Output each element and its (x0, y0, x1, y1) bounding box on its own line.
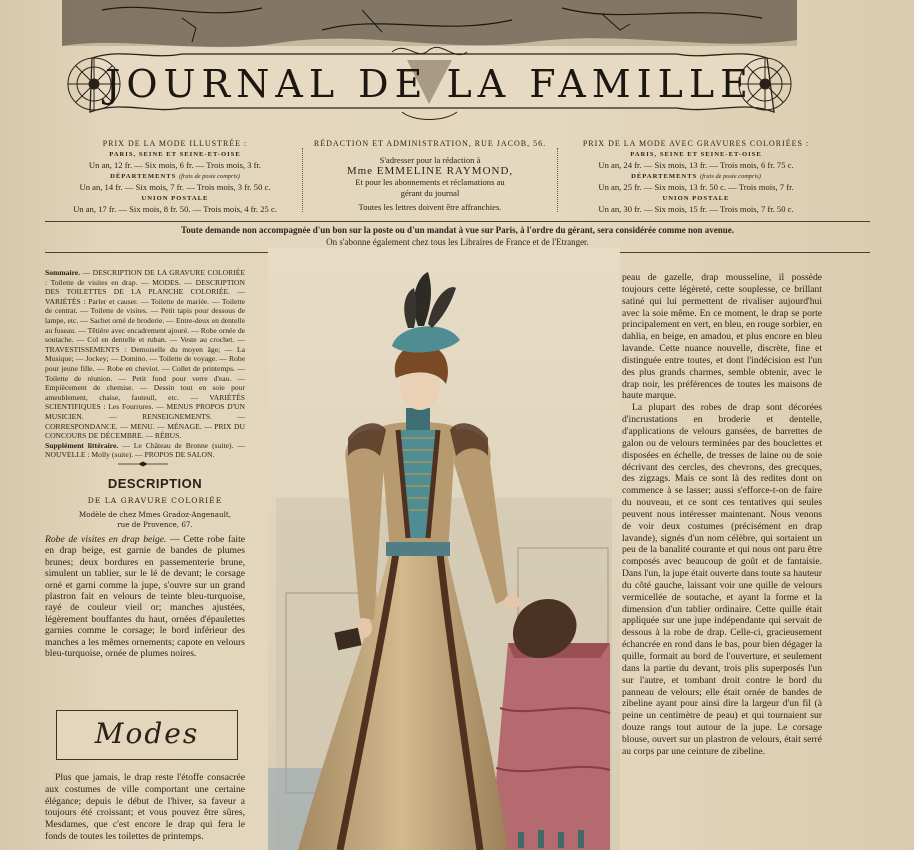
model-address-line: rue de Provence, 67. (117, 519, 193, 529)
dept-note: (frais de poste compris) (700, 173, 761, 180)
description-body: — Cette robe faite en drap beige, est garnie de bandes de plumes brunes; deux bordures en passementerie brune, simulent un tablier, sur le lé de devant; le corsage orné et garni comme la jupe, s'ouvre sur un grand plastron fait en velours de teinte bleu-turquoise, rayé de couleur vieil or; manches ajustées, légèrement bouffantes du haut, ornées d'épaulettes garnies comme le corsage; le bord inférieur des manches a les mêmes ornements; capote en velours bleu-turquoise, ornée de plumes noires. (45, 534, 245, 660)
dept-label: DÉPARTEMENTS (110, 173, 177, 180)
sommaire (45, 268, 245, 460)
union-label: UNION POSTALE (662, 195, 730, 202)
dept-label: DÉPARTEMENTS (631, 173, 698, 180)
letters-line: Toutes les lettres doivent être affranchies. (358, 202, 502, 212)
prices-coloriees (562, 138, 830, 215)
description-lead: Robe de visites en drap beige. (45, 534, 167, 545)
journal-title: JOURNAL DE LA FAMILLE (105, 62, 754, 106)
prices-illustree (45, 138, 305, 215)
description-text (45, 534, 245, 659)
modes-text: Plus que jamais, le drap reste l'étoffe consacrée aux costumes de ville comportant une certaine élégance; depuis le début de l'hiver, sa faveur a toujours été croissant; et vous pouvez être sûres, Mesdames, que c'est encore le drap qui fera le fonds de toutes les toilettes de printemps. (45, 772, 245, 842)
payment-notice: Toute demande non accompagnée d'un bon sur la poste ou d'un mandat à vue sur Paris, à l'ordre du gérant, sera considérée comme non avenue. (181, 225, 734, 235)
union-prices: Un an, 30 fr. — Six mois, 15 fr. — Trois mois, 7 fr. 50 c. (598, 204, 794, 214)
paris-label: PARIS, SEINE ET SEINE-ET-OISE (109, 151, 241, 158)
modes-title: Modes (94, 717, 200, 750)
dept-prices: Un an, 14 fr. — Six mois, 7 fr. — Trois mois, 3 fr. 50 c. (79, 182, 271, 192)
dept-note: (frais de poste compris) (179, 173, 240, 180)
dept-prices: Un an, 25 fr. — Six mois, 13 fr. 50 c. — Trois mois, 7 fr. (598, 182, 794, 192)
divider-ornament (118, 461, 168, 467)
column-separator (557, 148, 561, 212)
redaction-block (305, 138, 555, 213)
model-credit-line: Modèle de chez Mmes Gradoz-Angenault, (78, 510, 232, 519)
modes-title-box (56, 710, 238, 760)
libraires-notice: On s'abonne également chez tous les Libraires de France et de l'Etranger. (326, 237, 589, 247)
address-line: RÉDACTION ET ADMINISTRATION, RUE JACOB, 56. (313, 139, 547, 148)
header-rule (45, 221, 870, 222)
prices-heading: PRIX DE LA MODE AVEC GRAVURES COLORIÉES : (582, 139, 810, 148)
subscription-line: Et pour les abonnements et réclamations au (355, 177, 505, 187)
sommaire-text: — DESCRIPTION DE LA GRAVURE COLORIÉE : Toilette de visites en drap. — MODES. — DESCRIPTION DES TOILETTES DE LA PLANCHE COLORIÉE. — VARIÉTÉS : Parler et causer. — Toilette de mariée. — Toilette de centrat. — Toilette de visites. — Petit tapis pour dessous de lampe, etc. — Sachet orné de broderie. — Entre-deux en dentelle au fuseau. — Têtière avec encadrement ajouré. — Robe ornée de soutache. — Col en dentelle et ruban. — Veste au crochet. — TRAVESTISSEMENTS : Demoiselle du moyen âge; — La Musique; — Jockey; — Domino. — Toilette de voyage. — Robe pour jeune fille. — Robe en cheviot. — Collet de printemps. — Toilette de réunion. — Petit fond pour verre d'eau. — Empiècement de chemise. — Dessin tout en soie pour ameublement, chaise, fauteuil, etc. — VARIÉTÉS SCIENTIFIQUES : Les Fourrures. — MENUS PROPOS D'UN MUSICIEN. — RENSEIGNEMENTS. — CORRESPONDANCE. — MENU. — MÉNAGE. — PRIX DU CONCOURS DE DÉCEMBRE. — RÉBUS. (45, 268, 245, 441)
editor-name: Mme EMMELINE RAYMOND, (346, 165, 514, 177)
sommaire-label: Sommaire. (45, 268, 81, 277)
model-credit (45, 510, 265, 529)
manager-line: gérant du journal (400, 188, 460, 198)
union-label: UNION POSTALE (141, 195, 209, 202)
supplement-label: Supplément littéraire. (45, 440, 119, 450)
redaction-line: S'adresser pour la rédaction à (379, 155, 481, 165)
masthead (62, 0, 797, 122)
article-paragraph: peau de gazelle, drap mousseline, il possède toujours cette légèreté, cette souplesse, ce brillant satiné qui lui permettent de rivaliser aujourd'hui avec la soie même. En ce moment, le drap se porte principalement en vert, en bleu, en rouge sorbier, en dahlia, en beige, en amadou, et plus encore en bleu lavande. Cette nuance nouvelle, discrète, fine et distinguée entre toutes, et dont l'indécision est l'un des plus grands charmes, semble obtenir, avec le drap noir, les préférences de toutes les maisons de haute marque. (622, 272, 822, 402)
article-column (622, 272, 822, 758)
paris-prices: Un an, 12 fr. — Six mois, 6 fr. — Trois mois, 3 fr. (88, 160, 262, 170)
supplement-text: — Le Château de Bronne (suite). — NOUVELLE : Molly (suite). — PROPOS DE SALON. (45, 440, 245, 460)
union-prices: Un an, 17 fr. — Six mois, 8 fr. 50. — Trois mois, 4 fr. 25 c. (73, 204, 277, 214)
article-paragraph: La plupart des robes de drap sont décorées d'incrustations en broderie et dentelle, d'applications de velours gansées, de barrettes de galon ou de velours terminées par des bouclettes et disposées en échelle, de tresses de laine ou de soie décrivant des cercles, des chevrons, des grecques, des zigzags. Mais ce sont là des redites dont on commence à se lasser; aussi s'efforce-t-on de faire du nouveau, et ce sont ces tentatives qui seules peuvent nous intéresser maintenant. Nous venons de voir deux costumes (précisément en drap lavande), signés d'un nom célèbre, qui sortaient un peu de la banalité courante et qui nous ont paru être composés avec beaucoup de goût et de fantaisie. Dans l'un, la jupe était ouverte dans toute sa hauteur du côté gauche, laissant voir une quille de velours vermicellée de soutache, et ayant la forme et la dimension d'un tablier ordinaire. Cette quille était appliquée sur une jupe indépendante qui servait de dessous à la robe de drap. Celle-ci, gracieusement échancrée en rond dans le bas, pour bien dégager la quille, formait au bord de l'ouverture, et seulement dans la partie du devant, trois plis superposés l'un sur l'autre, et tombant droit contre le bord du panneau de velours; elle était ornée de bandes de zibeline ayant pour ainsi dire la largeur d'un fil (à peine un centimètre de peau) et qui tournaient sur douze rangs tout autour de la jupe. Le corsage blouse, ouvert sur un plastron de velours, était serré au corps par une ceinture de zibeline. (622, 402, 822, 757)
paris-prices: Un an, 24 fr. — Six mois, 13 fr. — Trois mois, 6 fr. 75 c. (598, 160, 794, 170)
description-subheading: DE LA GRAVURE COLORIÉE (87, 496, 223, 505)
description-heading: DESCRIPTION (107, 476, 203, 491)
fashion-plate (268, 248, 620, 850)
prices-heading: PRIX DE LA MODE ILLUSTRÉE : (102, 139, 248, 148)
paris-label: PARIS, SEINE ET SEINE-ET-OISE (630, 151, 762, 158)
